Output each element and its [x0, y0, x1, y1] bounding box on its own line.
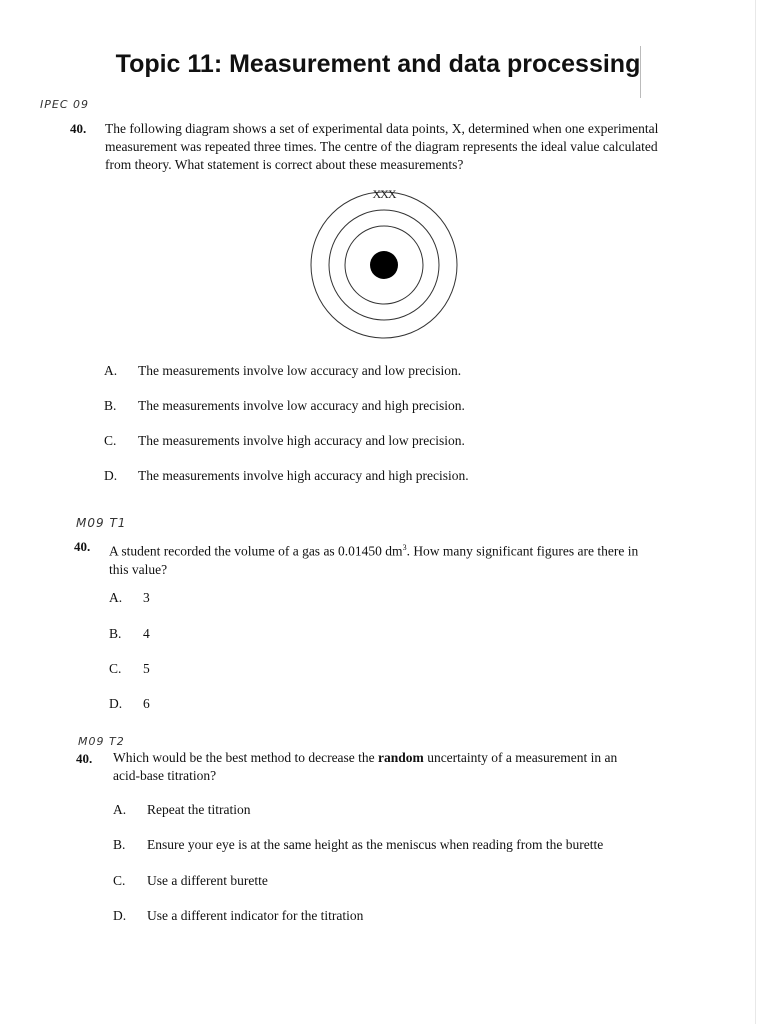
stem-line: from theory. What statement is correct about these measurements?	[105, 157, 464, 172]
question-number-2: 40.	[74, 539, 91, 554]
question-stem-3	[113, 749, 713, 785]
scan-edge-line	[755, 0, 756, 1024]
handwritten-ref-2: M09 T1	[76, 516, 127, 530]
handwritten-ref-3: M09 T2	[78, 735, 125, 748]
option-letter: D.	[113, 908, 127, 923]
option-text: Use a different indicator for the titration	[147, 908, 364, 923]
handwritten-ref-1: IPEC 09	[40, 98, 90, 111]
option-text: The measurements involve high accuracy and low precision.	[138, 433, 465, 448]
question-stem-1	[105, 120, 715, 174]
option-text: The measurements involve high accuracy and high precision.	[138, 468, 469, 483]
data-point-marks: XXX	[372, 187, 396, 201]
stem-line: measurement was repeated three times. The centre of the diagram represents the ideal value calculated	[105, 139, 658, 154]
option-a	[113, 802, 250, 818]
option-letter: A.	[109, 590, 123, 605]
option-letter: A.	[104, 363, 118, 378]
scan-edge-mark	[640, 46, 641, 98]
target-bullseye	[370, 251, 398, 279]
option-letter: D.	[109, 696, 123, 711]
option-text: The measurements involve low accuracy and low precision.	[138, 363, 462, 378]
option-d	[104, 468, 469, 484]
page-title: Topic 11: Measurement and data processing	[115, 50, 641, 78]
option-text: Use a different burette	[147, 873, 268, 888]
option-text: 5	[143, 661, 150, 676]
stem-line: this value?	[109, 561, 168, 577]
option-text: 6	[143, 696, 150, 711]
option-letter: C.	[109, 661, 122, 676]
stem-line: Which would be the best method to decrease the random uncertainty of a measurement in an	[113, 750, 618, 765]
option-b	[113, 837, 603, 853]
option-d	[113, 908, 363, 924]
stem-line: The following diagram shows a set of experimental data points, X, determined when one experimental	[105, 121, 659, 136]
option-c	[109, 661, 150, 677]
option-a	[104, 363, 461, 379]
option-text: The measurements involve low accuracy and high precision.	[138, 398, 465, 413]
question-number-1: 40.	[70, 121, 87, 136]
option-c	[113, 873, 268, 889]
option-d	[109, 696, 150, 712]
stem-line: acid-base titration?	[113, 768, 217, 783]
option-text: 4	[143, 626, 150, 641]
option-a	[109, 590, 150, 606]
option-c	[104, 433, 465, 449]
target-diagram	[306, 185, 464, 351]
option-letter: B.	[109, 626, 122, 641]
option-b	[104, 398, 465, 414]
option-text: Ensure your eye is at the same height as the meniscus when reading from the burette	[147, 837, 604, 852]
option-b	[109, 626, 150, 642]
option-text: 3	[143, 590, 150, 605]
option-letter: C.	[113, 873, 126, 888]
question-stem-2	[109, 539, 709, 579]
option-letter: C.	[104, 433, 117, 448]
option-letter: B.	[113, 837, 126, 852]
stem-line: A student recorded the volume of a gas as 0.01450 $dm^3$. How many significant figures are there in	[109, 543, 639, 559]
question-number-3: 40.	[76, 751, 93, 766]
option-letter: D.	[104, 468, 118, 483]
option-letter: B.	[104, 398, 117, 413]
option-letter: A.	[113, 802, 127, 817]
option-text: Repeat the titration	[147, 802, 251, 817]
